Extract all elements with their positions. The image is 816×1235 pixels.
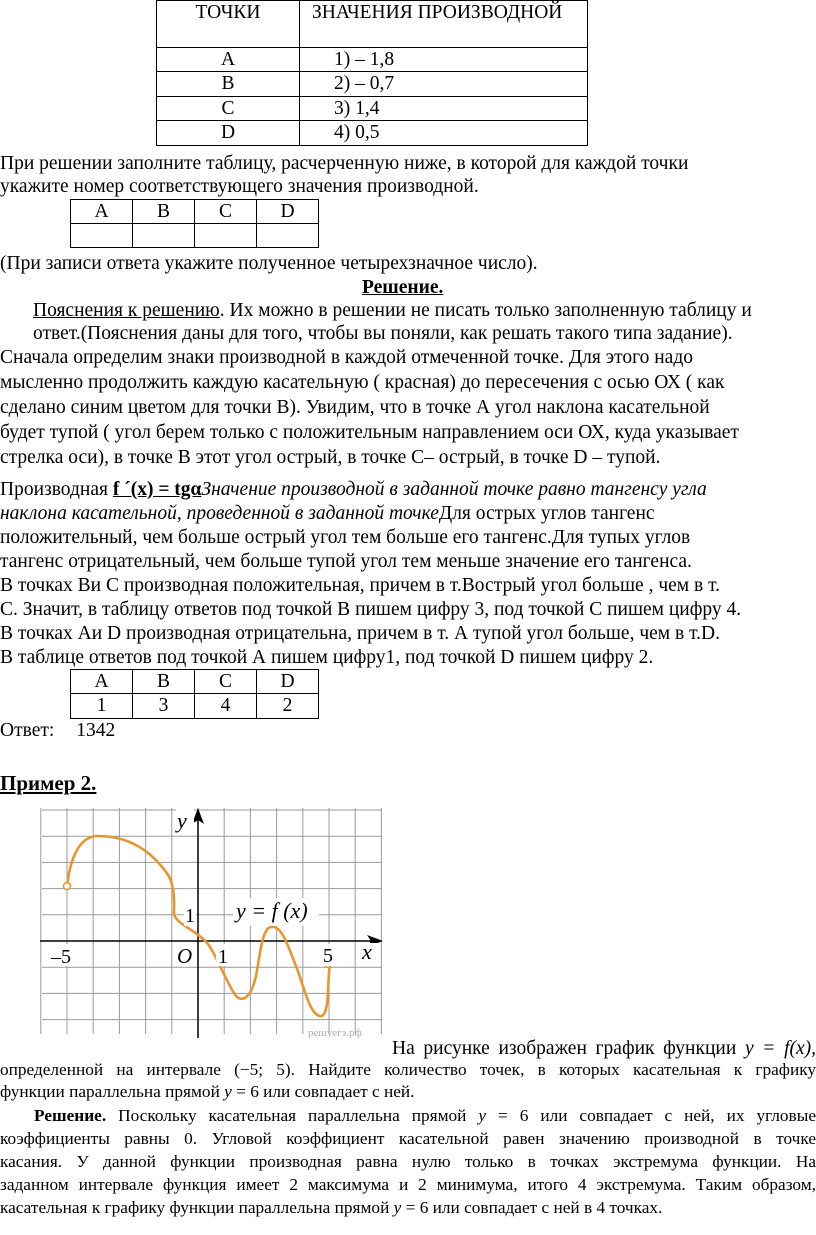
- grid-header: D: [257, 670, 319, 694]
- answer-format-note: (При записи ответа укажите полученное четырехзначное число).: [0, 253, 538, 274]
- grid-header: D: [257, 200, 319, 224]
- solution2-text: = 6 или совпадает с ней в 4 точках.: [401, 1198, 663, 1217]
- problem-text: На рисунке изображен график функции: [392, 1038, 745, 1059]
- derivative-text: Для острых углов тангенс: [438, 503, 655, 524]
- derivative-line: [0, 502, 655, 525]
- solution2-line: [34, 1106, 816, 1127]
- problem-line: [392, 1037, 816, 1060]
- x-tick-5: 5: [323, 945, 333, 967]
- problem-text: = 6 или совпадает с ней.: [231, 1082, 415, 1101]
- explanation-line: будет тупой ( угол берем только с положительным направлением оси ОХ, куда указывает: [0, 422, 739, 443]
- x-tick-minus5: –5: [51, 946, 71, 968]
- solution2-text: = 6 или совпадает с ней, их угловые: [486, 1106, 816, 1125]
- derivative-line: положительный, чем больше острый угол тем больше его тангенс.Для тупых углов: [0, 527, 691, 548]
- empty-answer-grid: [70, 199, 319, 248]
- derivative-line: [0, 478, 707, 501]
- solution-title: Решение.: [362, 277, 444, 298]
- explanation-line: мысленно продолжить каждую касательную ( красная) до пересечения с осью ОХ ( как: [0, 372, 725, 393]
- grid-header: C: [195, 200, 257, 224]
- function-label: y = f (x): [236, 898, 308, 923]
- problem-math: y = f(x),: [744, 1038, 816, 1059]
- derivative-italic: наклона касательной, проведенной в заданной точке: [0, 503, 439, 524]
- derivative-line: тангенс отрицательный, чем больше тупой угол тем меньше значение его тангенса.: [0, 551, 692, 572]
- grid-cell: [71, 224, 133, 248]
- problem-line: определенной на интервале (−5; 5). Найдите количество точек, в которых касательная к графику: [0, 1060, 816, 1079]
- explanation-link: Пояснения к решению: [33, 300, 220, 321]
- solution2-label: Решение.: [34, 1106, 107, 1125]
- instruction-line: укажите номер соответствующего значения производной.: [0, 176, 479, 197]
- problem-math: y: [224, 1082, 232, 1101]
- solution2-line: заданном интервале функция имеет 2 максимума и 2 минимума, итого 4 экстремума. Таким образом,: [0, 1175, 816, 1194]
- y-axis-label: y: [177, 808, 187, 833]
- grid-cell: [195, 224, 257, 248]
- grid-header: A: [71, 200, 133, 224]
- solution2-math: y: [478, 1106, 487, 1125]
- derivative-formula: f ´(x) = tgα: [112, 479, 202, 500]
- watermark: решуегэ.рф: [308, 1027, 362, 1038]
- header-points: ТОЧКИ: [157, 1, 300, 48]
- function-graph: [40, 806, 392, 1038]
- explanation-line: [33, 299, 752, 322]
- origin-label: O: [177, 944, 193, 968]
- explanation-line: сделано синим цветом для точки В). Увидим, что в точке А угол наклона касательной: [0, 397, 710, 418]
- y-tick-one: 1: [185, 905, 195, 927]
- solution2-line: [0, 1198, 662, 1219]
- header-derivative-values: ЗНАЧЕНИЯ ПРОИЗВОДНОЙ: [300, 1, 588, 48]
- table-cell: 4) 0,5: [300, 121, 588, 145]
- grid-cell: 1: [71, 694, 133, 718]
- open-endpoint-left: [64, 883, 71, 890]
- grid-cell: 3: [133, 694, 195, 718]
- table-cell: 1) – 1,8: [300, 48, 588, 72]
- derivative-line: В точках Аи D производная отрицательна, причем в т. А тупой угол больше, чем в т.D.: [0, 623, 720, 644]
- table-cell: C: [157, 96, 300, 120]
- grid-header: B: [133, 200, 195, 224]
- solution2-math: y: [393, 1198, 402, 1217]
- derivative-line: С. Значит, в таблицу ответов под точкой В пишем цифру 3, под точкой С пишем цифру 4.: [0, 599, 742, 620]
- grid-cell: [133, 224, 195, 248]
- derivative-line: В таблице ответов под точкой А пишем цифру1, под точкой D пишем цифру 2.: [0, 647, 654, 668]
- solution2-text: касательная к графику функции параллельна прямой: [0, 1198, 394, 1217]
- x-axis-label: x: [362, 939, 372, 964]
- table-cell: 2) – 0,7: [300, 72, 588, 96]
- answer-label: Ответ:: [0, 720, 55, 741]
- points-derivative-table: [156, 0, 588, 146]
- derivative-line: В точках Ви С производная положительная, причем в т.Вострый угол больше , чем в т.: [0, 575, 721, 596]
- solution2-line: коэффициенты равны 0. Угловой коэффициент касательной равен значению производной в точке: [0, 1129, 816, 1148]
- grid-header: A: [71, 670, 133, 694]
- filled-answer-grid: [70, 669, 319, 719]
- grid-cell: 2: [257, 694, 319, 718]
- table-cell: 3) 1,4: [300, 96, 588, 120]
- grid-header: C: [195, 670, 257, 694]
- problem-text: функции параллельна прямой: [0, 1082, 225, 1101]
- grid-header: B: [133, 670, 195, 694]
- example-title: Пример 2.: [0, 771, 97, 795]
- explanation-line: Сначала определим знаки производной в каждой отмеченной точке. Для этого надо: [0, 347, 693, 368]
- solution2-line: касания. У данной функции производная равна нулю только в точках экстремума функции. На: [0, 1152, 816, 1171]
- answer-value: 1342: [76, 720, 116, 741]
- answer-line: [0, 719, 115, 742]
- derivative-prefix: Производная: [0, 479, 113, 500]
- problem-line: [0, 1082, 415, 1103]
- grid-cell: 4: [195, 694, 257, 718]
- table-cell: A: [157, 48, 300, 72]
- table-cell: B: [157, 72, 300, 96]
- derivative-italic: Значение производной в заданной точке равно тангенсу угла: [201, 479, 707, 500]
- instruction-line: При решении заполните таблицу, расчерченную ниже, в которой для каждой точки: [0, 153, 689, 174]
- explanation-line: ответ.(Пояснения даны для того, чтобы вы поняли, как решать такого типа задание).: [33, 323, 733, 344]
- solution2-text: Поскольку касательная параллельна прямой: [106, 1106, 479, 1125]
- table-cell: D: [157, 121, 300, 145]
- x-tick-one: 1: [218, 946, 228, 968]
- explanation-text: . Их можно в решении не писать только заполненную таблицу и: [219, 300, 752, 321]
- grid-cell: [257, 224, 319, 248]
- explanation-line: стрелка оси), в точке В этот угол острый, в точке С– острый, в точке D – тупой.: [0, 447, 661, 468]
